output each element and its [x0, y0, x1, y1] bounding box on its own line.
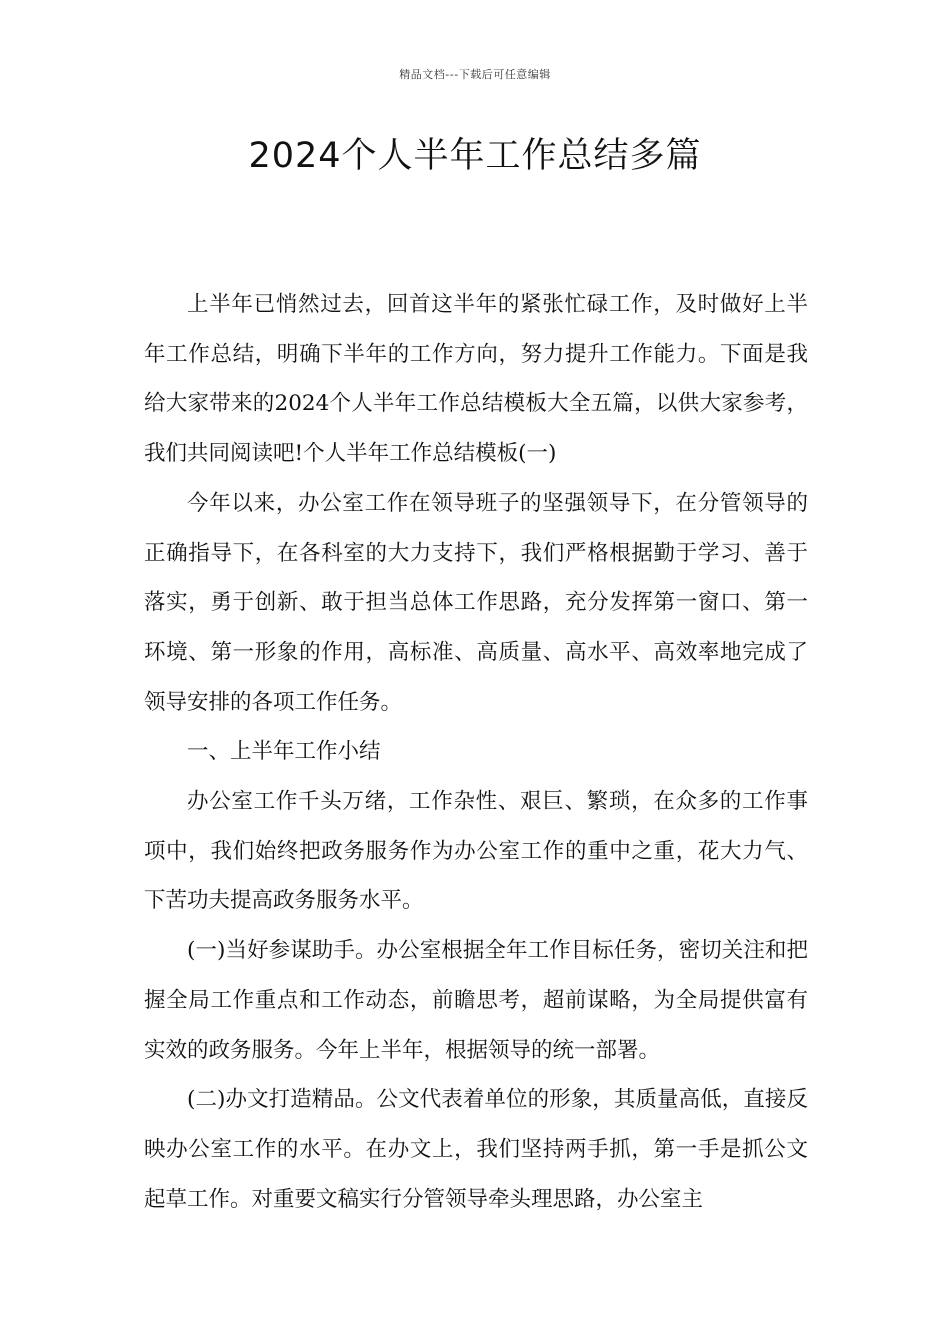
paragraph-advisor: (一)当好参谋助手。办公室根据全年工作目标任务，密切关注和把握全局工作重点和工作动态，前瞻思考，超前谋略，为全局提供富有实效的政务服务。今年上半年，根据领导的统一部署。 — [144, 938, 808, 1063]
paragraph-documents: (二)办文打造精品。公文代表着单位的形象，其质量高低，直接反映办公室工作的水平。在办文上，我们坚持两手抓，第一手是抓公文起草工作。对重要文稿实行分管领导牵头理思路，办公室主 — [144, 1087, 808, 1212]
section-heading: 一、上半年工作小结 — [187, 739, 381, 765]
document-body — [144, 280, 808, 1224]
paragraph-intro: 上半年已悄然过去，回首这半年的紧张忙碌工作，及时做好上半年工作总结，明确下半年的工作方向，努力提升工作能力。下面是我给大家带来的2024个人半年工作总结模板大全五篇，以供大家参考，我们共同阅读吧!个人半年工作总结模板(一) — [144, 292, 808, 467]
paragraph-overview: 今年以来，办公室工作在领导班子的坚强领导下，在分管领导的正确指导下，在各科室的大力支持下，我们严格根据勤于学习、善于落实，勇于创新、敢于担当总体工作思路，充分发挥第一窗口、第一环境、第一形象的作用，高标准、高质量、高水平、高效率地完成了领导安排的各项工作任务。 — [144, 490, 808, 715]
header-note: 精品文档---下载后可任意编辑 — [399, 68, 551, 81]
paragraph-office-work: 办公室工作千头万绪，工作杂性、艰巨、繁琐，在众多的工作事项中，我们始终把政务服务作为办公室工作的重中之重，花大力气、下苦功夫提高政务服务水平。 — [144, 789, 808, 914]
document-title: 2024个人半年工作总结多篇 — [248, 136, 702, 176]
